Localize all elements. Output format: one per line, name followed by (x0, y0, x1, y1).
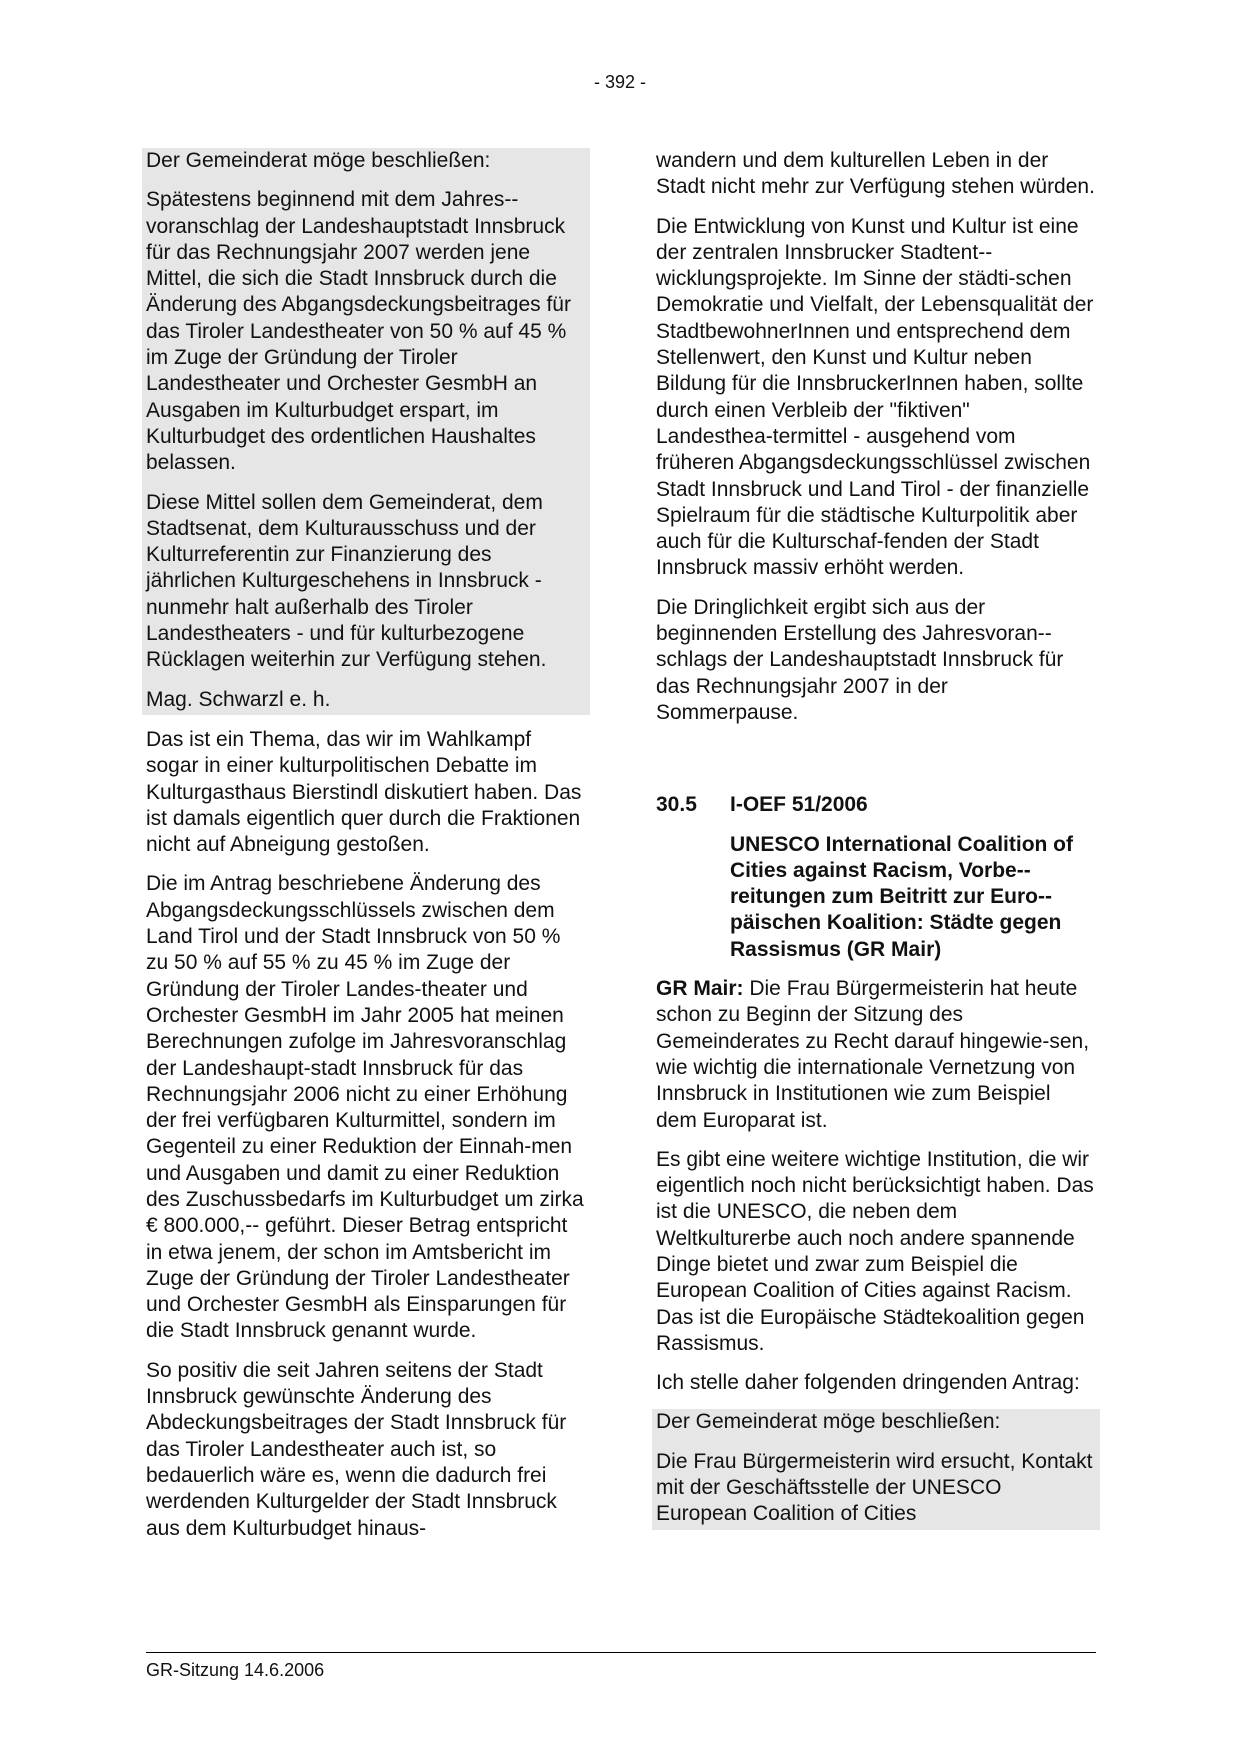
motion-paragraph: Spätestens beginnend mit dem Jahres-voranschlag der Landeshauptstadt Innsbruck für das Rechnungsjahr 2007 werden jene Mittel, die sich die Stadt Innsbruck durch die Änderung des Abgangsdeckungsbeitrages für das Tiroler Landestheater von 50 % auf 45 % im Zuge der Gründung der Tiroler Landestheater und Orchester GesmbH an Ausgaben im Kulturbudget erspart, im Kulturbudget des ordentlichen Haushaltes belassen. (146, 188, 571, 475)
page-number: - 392 - (593, 72, 647, 92)
body-paragraph: Es gibt eine weitere wichtige Institution, die wir eigentlich noch nicht berücksichtigt haben. Das ist die UNESCO, die neben dem Weltkulturerbe auch noch andere spannende Dinge bietet und zwar zum Beispiel die European Coalition of Cities against Racism. Das ist die Europäische Städtekoalition gegen Rassismus. (656, 1147, 1094, 1355)
motion-intro: Der Gemeinderat möge beschließen: (656, 1410, 1001, 1434)
body-paragraph: Ich stelle daher folgenden dringenden Antrag: (656, 1371, 1080, 1395)
speaker-name: GR Mair: (656, 977, 744, 1001)
body-paragraph: Die im Antrag beschriebene Änderung des Abgangsdeckungsschlüssels zwischen dem Land Tirol und der Stadt Innsbruck von 50 % zu 50 % auf 55 % zu 45 % im Zuge der Gründung der Tiroler Landes-theater und Orchester GesmbH im Jahr 2005 hat meinen Berechnungen zufolge im Jahresvoranschlag der Landeshaupt-stadt Innsbruck für das Rechnungsjahr 2006 nicht zu einer Erhöhung der frei verfügbaren Kulturmittel, sondern im Gegenteil zu einer Reduktion der Einnah-men und Ausgaben und damit zu einer Reduktion des Zuschussbedarfs im Kulturbudget um zirka € 800.000,-- geführt. Dieser Betrag entspricht in etwa jenem, der schon im Amtsbericht im Zuge der Gründung der Tiroler Landestheater und Orchester GesmbH als Einsparungen für die Stadt Innsbruck genannt wurde. (146, 872, 584, 1343)
section-code: I-OEF 51/2006 (730, 793, 868, 817)
motion-box-right (652, 1409, 1100, 1529)
speech-paragraph (656, 976, 1096, 1134)
motion-paragraph: Diese Mittel sollen dem Gemeinderat, dem Stadtsenat, dem Kulturausschuss und der Kulturreferentin zur Finanzierung des jährlichen Kulturgeschehens in Innsbruck - nunmehr halt außerhalb des Tiroler Landestheaters - und für kulturbezogene Rücklagen weiterhin zur Verfügung stehen. (146, 490, 547, 672)
motion-signature: Mag. Schwarzl e. h. (146, 687, 331, 711)
body-paragraph: Die Dringlichkeit ergibt sich aus der beginnenden Erstellung des Jahresvoran-schlags der Landeshauptstadt Innsbruck für das Rechnungsjahr 2007 in der Sommerpause. (656, 595, 1064, 724)
motion-intro: Der Gemeinderat möge beschließen: (146, 149, 491, 172)
body-paragraph: So positiv die seit Jahren seitens der Stadt Innsbruck gewünschte Änderung des Abdeckungsbeitrages der Stadt Innsbruck für das Tiroler Landestheater auch ist, so bedauerlich wäre es, wenn die dadurch frei werdenden Kulturgelder der Stadt Innsbruck aus dem Kulturbudget hinaus- (146, 1358, 567, 1540)
section-title: UNESCO International Coalition of Cities against Racism, Vorbe-reitungen zum Beitritt zur Euro-päischen Koalition: Städte gegen Rassismus (GR Mair) (730, 832, 1074, 961)
left-column (146, 148, 586, 1555)
speech-text: Die Frau Bürgermeisterin hat heute schon zu Beginn der Sitzung des Gemeinderates zu Recht darauf hingewie-sen, wie wichtig die internationale Vernetzung von Innsbruck in Institutionen wie zum Beispiel dem Europarat ist. (656, 977, 1090, 1132)
section-heading (656, 792, 1096, 818)
footer-divider (146, 1652, 1096, 1653)
right-column (656, 148, 1096, 1530)
body-paragraph: Das ist ein Thema, das wir im Wahlkampf sogar in einer kulturpolitischen Debatte im Kulturgasthaus Bierstindl diskutiert haben. Das ist damals eigentlich quer durch die Fraktionen nicht auf Abneigung gestoßen. (146, 727, 582, 857)
motion-paragraph: Die Frau Bürgermeisterin wird ersucht, Kontakt mit der Geschäftsstelle der UNESCO European Coalition of Cities (656, 1449, 1093, 1526)
section-number: 30.5 (656, 793, 697, 817)
body-paragraph: Die Entwicklung von Kunst und Kultur ist eine der zentralen Innsbrucker Stadtent-wicklungsprojekte. Im Sinne der städti-schen Demokratie und Vielfalt, der Lebensqualität der StadtbewohnerInnen und entsprechend dem Stellenwert, den Kunst und Kultur neben Bildung für die InnsbruckerInnen haben, sollte durch einen Verbleib der "fiktiven" Landesthea-termittel - ausgehend vom früheren Abgangsdeckungsschlüssel zwischen Stadt Innsbruck und Land Tirol - der finanzielle Spielraum für die städtische Kulturpolitik aber auch für die Kulturschaf-fenden der Stadt Innsbruck massiv erhöht werden. (656, 214, 1094, 580)
motion-box-left (142, 148, 590, 715)
footer-session-date: GR-Sitzung 14.6.2006 (146, 1660, 325, 1680)
body-paragraph: wandern und dem kulturellen Leben in der Stadt nicht mehr zur Verfügung stehen würden. (656, 149, 1095, 199)
